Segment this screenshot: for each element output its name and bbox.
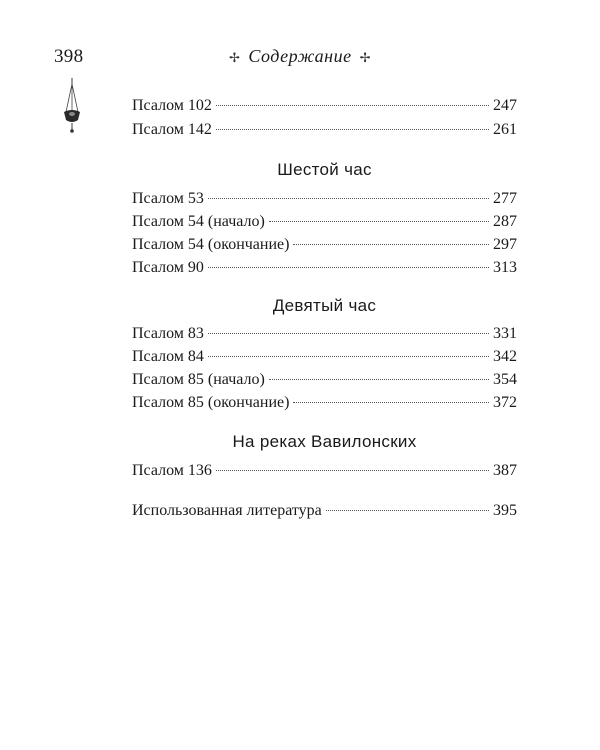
toc-entry[interactable] — [132, 213, 517, 237]
section-heading: На реках Вавилонских — [232, 432, 417, 451]
ornament-left-icon: ✢ — [229, 50, 241, 65]
toc-entry[interactable] — [132, 502, 517, 526]
dot-leader — [269, 378, 489, 380]
toc-entry-title: Псалом 84 — [132, 348, 204, 365]
toc-entry[interactable] — [132, 325, 517, 349]
toc-entry-page: 297 — [493, 236, 517, 253]
toc-entry-title: Псалом 136 — [132, 462, 212, 479]
toc-entry-page: 277 — [493, 190, 517, 207]
dot-leader — [208, 332, 489, 334]
toc-entry[interactable] — [132, 190, 517, 214]
running-head — [0, 46, 600, 67]
toc-entry-title: Псалом 85 (окончание) — [132, 394, 290, 411]
toc-entry-title: Псалом 53 — [132, 190, 204, 207]
toc-entry-title: Использованная литература — [132, 502, 322, 519]
toc-entry-title: Псалом 102 — [132, 97, 212, 114]
toc-entry[interactable] — [132, 97, 517, 121]
toc-entry-page: 342 — [493, 348, 517, 365]
toc-entry-page: 261 — [493, 121, 517, 138]
dot-leader — [269, 220, 489, 222]
toc-entry-page: 287 — [493, 213, 517, 230]
toc-entry-title: Псалом 142 — [132, 121, 212, 138]
ornament-right-icon: ✢ — [359, 50, 371, 65]
toc-entry-page: 372 — [493, 394, 517, 411]
toc-entry-title: Псалом 90 — [132, 259, 204, 276]
dot-leader — [216, 469, 489, 471]
dot-leader — [208, 266, 489, 268]
toc-entry-page: 395 — [493, 502, 517, 519]
dot-leader — [208, 197, 489, 199]
dot-leader — [216, 128, 489, 130]
toc-entry-page: 247 — [493, 97, 517, 114]
toc-entry-page: 331 — [493, 325, 517, 342]
toc-entry[interactable] — [132, 348, 517, 372]
toc-entry-page: 354 — [493, 371, 517, 388]
toc-entry[interactable] — [132, 394, 517, 418]
toc-entry-title: Псалом 83 — [132, 325, 204, 342]
page-number: 398 — [54, 46, 84, 67]
toc-entry-title: Псалом 54 (окончание) — [132, 236, 290, 253]
toc-entry[interactable] — [132, 259, 517, 283]
toc-entry-page: 313 — [493, 259, 517, 276]
section-heading: Девятый час — [272, 296, 377, 315]
hanging-lamp-icon — [62, 78, 82, 134]
dot-leader — [326, 509, 489, 511]
toc-entry[interactable] — [132, 121, 517, 145]
toc-entry-title: Псалом 54 (начало) — [132, 213, 265, 230]
dot-leader — [293, 401, 489, 403]
toc-entry[interactable] — [132, 371, 517, 395]
dot-leader — [293, 243, 489, 245]
toc-entry-title: Псалом 85 (начало) — [132, 371, 265, 388]
toc-entry-page: 387 — [493, 462, 517, 479]
section-heading: Шестой час — [277, 160, 372, 179]
toc-entry[interactable] — [132, 236, 517, 260]
toc-entry[interactable] — [132, 462, 517, 486]
running-head-title: Содержание — [248, 46, 352, 66]
dot-leader — [216, 104, 489, 106]
dot-leader — [208, 355, 489, 357]
